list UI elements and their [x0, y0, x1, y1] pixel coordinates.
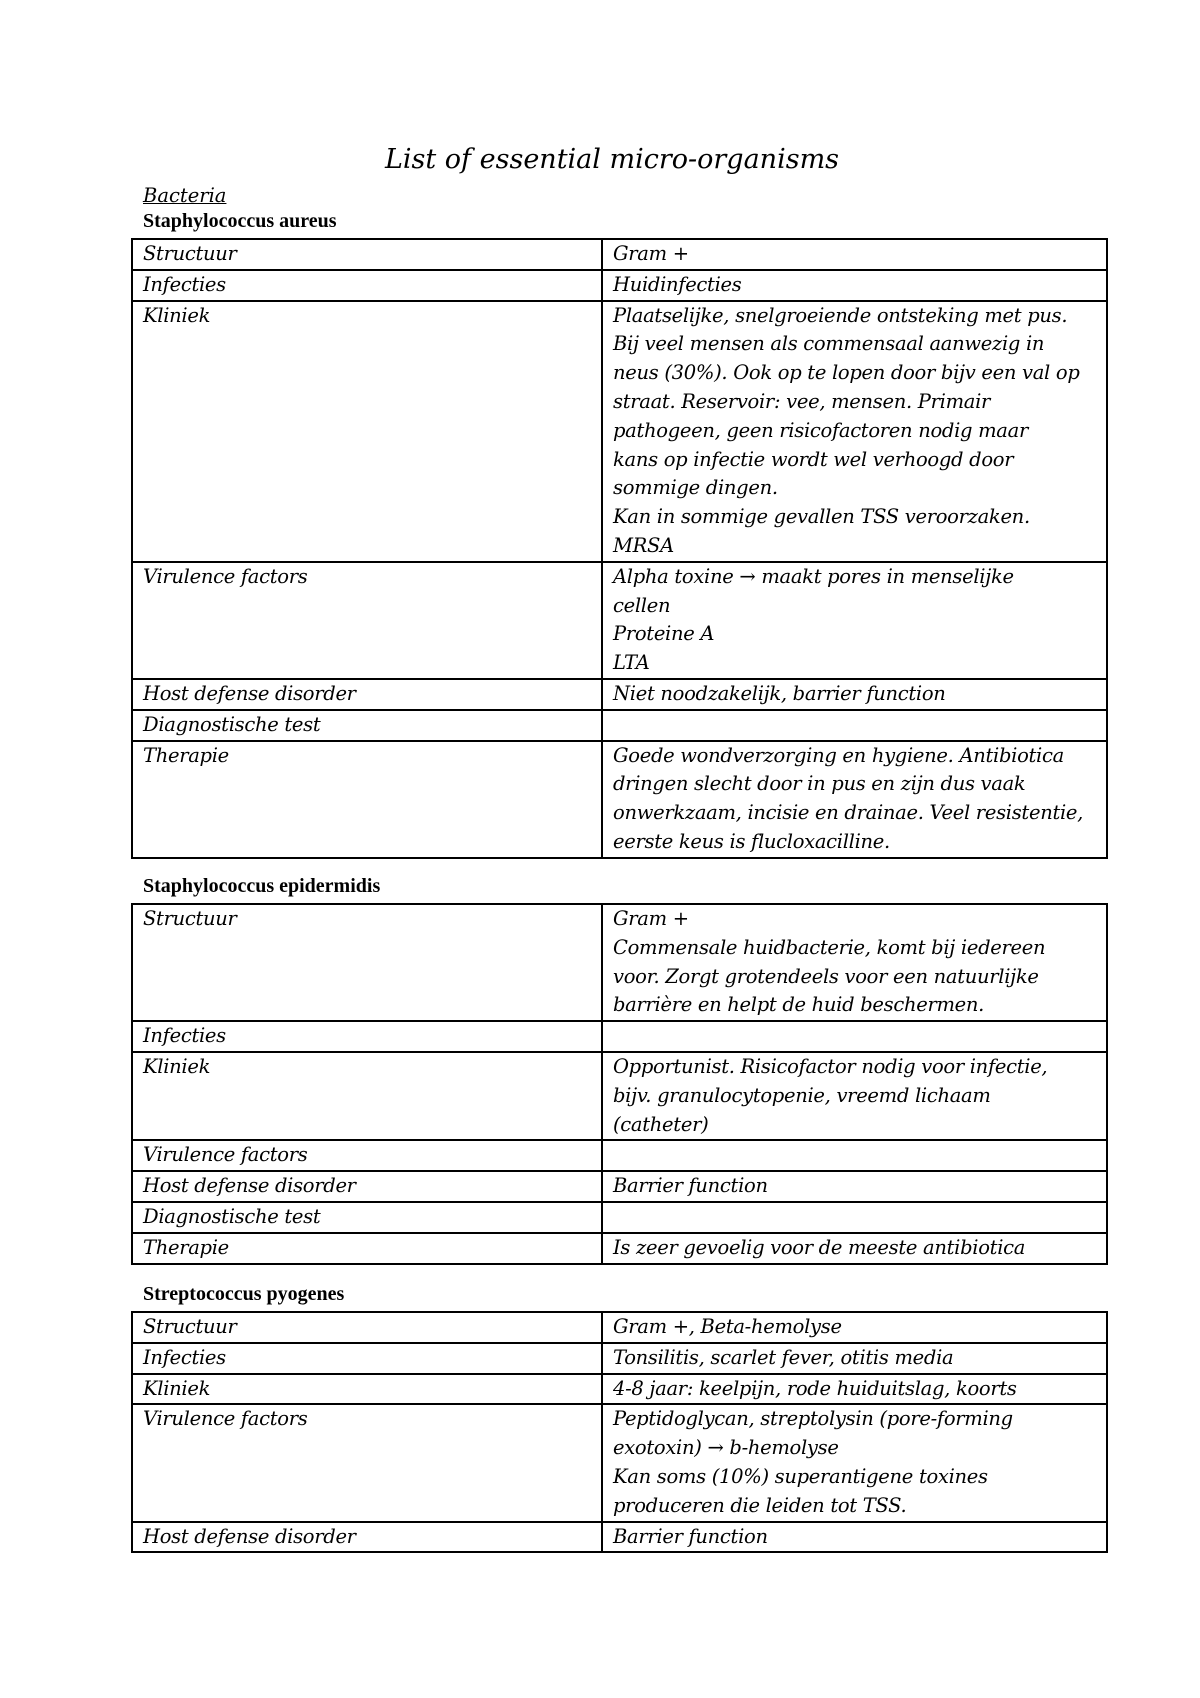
row-value: [602, 1522, 1107, 1553]
row-value: [602, 301, 1107, 562]
organism-heading: Staphylococcus aureus: [143, 210, 337, 232]
table-row: [132, 239, 1107, 270]
row-value: [602, 270, 1107, 301]
row-value: [602, 1404, 1107, 1521]
organism-table: [131, 903, 1108, 1265]
cell-line: kans op infectie wordt wel verhoogd door: [613, 447, 1014, 471]
cell-line: Alpha toxine → maakt pores in menselijke: [613, 564, 1014, 588]
table-row: [132, 270, 1107, 301]
cell-line: dringen slecht door in pus en zijn dus vaak: [613, 772, 1026, 796]
table-row: [132, 1171, 1107, 1202]
cell-line: Plaatselijke, snelgroeiende ontsteking met pus.: [613, 303, 1068, 327]
section-heading-bacteria: Bacteria: [143, 184, 227, 207]
row-label: Kliniek: [132, 1052, 602, 1140]
row-label: Infecties: [132, 270, 602, 301]
cell-line: Gram +: [613, 242, 689, 265]
table-row: [132, 1404, 1107, 1521]
table-row: [132, 904, 1107, 1021]
row-value: [602, 1140, 1107, 1171]
cell-line: bijv. granulocytopenie, vreemd lichaam: [613, 1083, 991, 1107]
table-row: [132, 1140, 1107, 1171]
cell-line: Niet noodzakelijk, barrier function: [613, 681, 946, 705]
row-label: Structuur: [132, 239, 602, 270]
cell-line: 4-8 jaar: keelpijn, rode huiduitslag, koorts: [613, 1376, 1017, 1400]
row-value: [602, 1312, 1107, 1343]
row-value: [602, 904, 1107, 1021]
organism-table: [131, 238, 1108, 859]
table-row: [132, 1233, 1107, 1264]
cell-line: cellen: [613, 593, 671, 617]
row-label: Infecties: [132, 1343, 602, 1374]
cell-line: Opportunist. Risicofactor nodig voor infectie,: [613, 1054, 1048, 1078]
cell-line: neus (30%). Ook op te lopen door bijv een val op: [613, 361, 1080, 385]
row-label: Structuur: [132, 1312, 602, 1343]
row-label: Virulence factors: [132, 1140, 602, 1171]
row-label: Therapie: [132, 1233, 602, 1264]
cell-line: Barrier function: [613, 1174, 768, 1198]
cell-line: Kan in sommige gevallen TSS veroorzaken.: [613, 505, 1030, 529]
row-label: Infecties: [132, 1021, 602, 1052]
organism-heading: Staphylococcus epidermidis: [143, 875, 381, 897]
cell-line: produceren die leiden tot TSS.: [613, 1493, 907, 1517]
cell-line: Tonsilitis, scarlet fever, otitis media: [613, 1345, 954, 1369]
table-row: [132, 1202, 1107, 1233]
table-row: [132, 1312, 1107, 1343]
table-row: [132, 741, 1107, 858]
row-label: Therapie: [132, 741, 602, 858]
cell-line: voor. Zorgt grotendeels voor een natuurlijke: [613, 964, 1039, 988]
table-row: [132, 301, 1107, 562]
cell-line: Peptidoglycan, streptolysin (pore-forming: [613, 1407, 1013, 1431]
row-value: [602, 1021, 1107, 1052]
cell-line: eerste keus is flucloxacilline.: [613, 829, 890, 853]
table-row: [132, 1021, 1107, 1052]
row-value: [602, 1374, 1107, 1405]
row-label: Diagnostische test: [132, 710, 602, 741]
organism-heading: Streptococcus pyogenes: [143, 1283, 345, 1305]
cell-line: Commensale huidbacterie, komt bij iedereen: [613, 935, 1046, 959]
cell-line: (catheter): [613, 1112, 709, 1136]
row-label: Host defense disorder: [132, 1171, 602, 1202]
cell-line: Huidinfecties: [613, 272, 742, 296]
cell-line: Goede wondverzorging en hygiene. Antibiotica: [613, 743, 1064, 767]
row-label: Structuur: [132, 904, 602, 1021]
cell-line: LTA: [613, 651, 650, 675]
row-value: [602, 1343, 1107, 1374]
cell-line: barrière en helpt de huid beschermen.: [613, 993, 985, 1017]
row-label: Virulence factors: [132, 562, 602, 679]
page-title: List of essential micro-organisms: [384, 144, 840, 175]
organism-table: [131, 1311, 1108, 1553]
cell-line: onwerkzaam, incisie en drainae. Veel resistentie,: [613, 801, 1084, 825]
cell-line: sommige dingen.: [613, 476, 778, 500]
cell-line: exotoxin) → b-hemolyse: [613, 1436, 839, 1460]
table-row: [132, 1374, 1107, 1405]
row-value: [602, 1233, 1107, 1264]
cell-line: Bij veel mensen als commensaal aanwezig in: [613, 332, 1045, 356]
row-value: [602, 1052, 1107, 1140]
table-row: [132, 1343, 1107, 1374]
row-value: [602, 562, 1107, 679]
cell-line: Proteine A: [613, 622, 715, 646]
table-row: [132, 1522, 1107, 1553]
row-label: Diagnostische test: [132, 1202, 602, 1233]
cell-line: straat. Reservoir: vee, mensen. Primair: [613, 389, 991, 413]
table-row: [132, 679, 1107, 710]
cell-line: Barrier function: [613, 1524, 768, 1548]
table-row: [132, 1052, 1107, 1140]
row-label: Host defense disorder: [132, 1522, 602, 1553]
row-value: [602, 1171, 1107, 1202]
row-value: [602, 679, 1107, 710]
table-row: [132, 710, 1107, 741]
row-value: [602, 239, 1107, 270]
row-value: [602, 710, 1107, 741]
row-label: Host defense disorder: [132, 679, 602, 710]
cell-line: Is zeer gevoelig voor de meeste antibiotica: [613, 1235, 1026, 1259]
row-label: Kliniek: [132, 1374, 602, 1405]
row-label: Kliniek: [132, 301, 602, 562]
table-row: [132, 562, 1107, 679]
cell-line: Kan soms (10%) superantigene toxines: [613, 1464, 988, 1488]
row-label: Virulence factors: [132, 1404, 602, 1521]
row-value: [602, 741, 1107, 858]
cell-line: Gram +, Beta-hemolyse: [613, 1315, 842, 1338]
cell-line: MRSA: [613, 533, 674, 557]
cell-line: Gram +: [613, 907, 689, 930]
cell-line: pathogeen, geen risicofactoren nodig maar: [613, 418, 1028, 442]
row-value: [602, 1202, 1107, 1233]
